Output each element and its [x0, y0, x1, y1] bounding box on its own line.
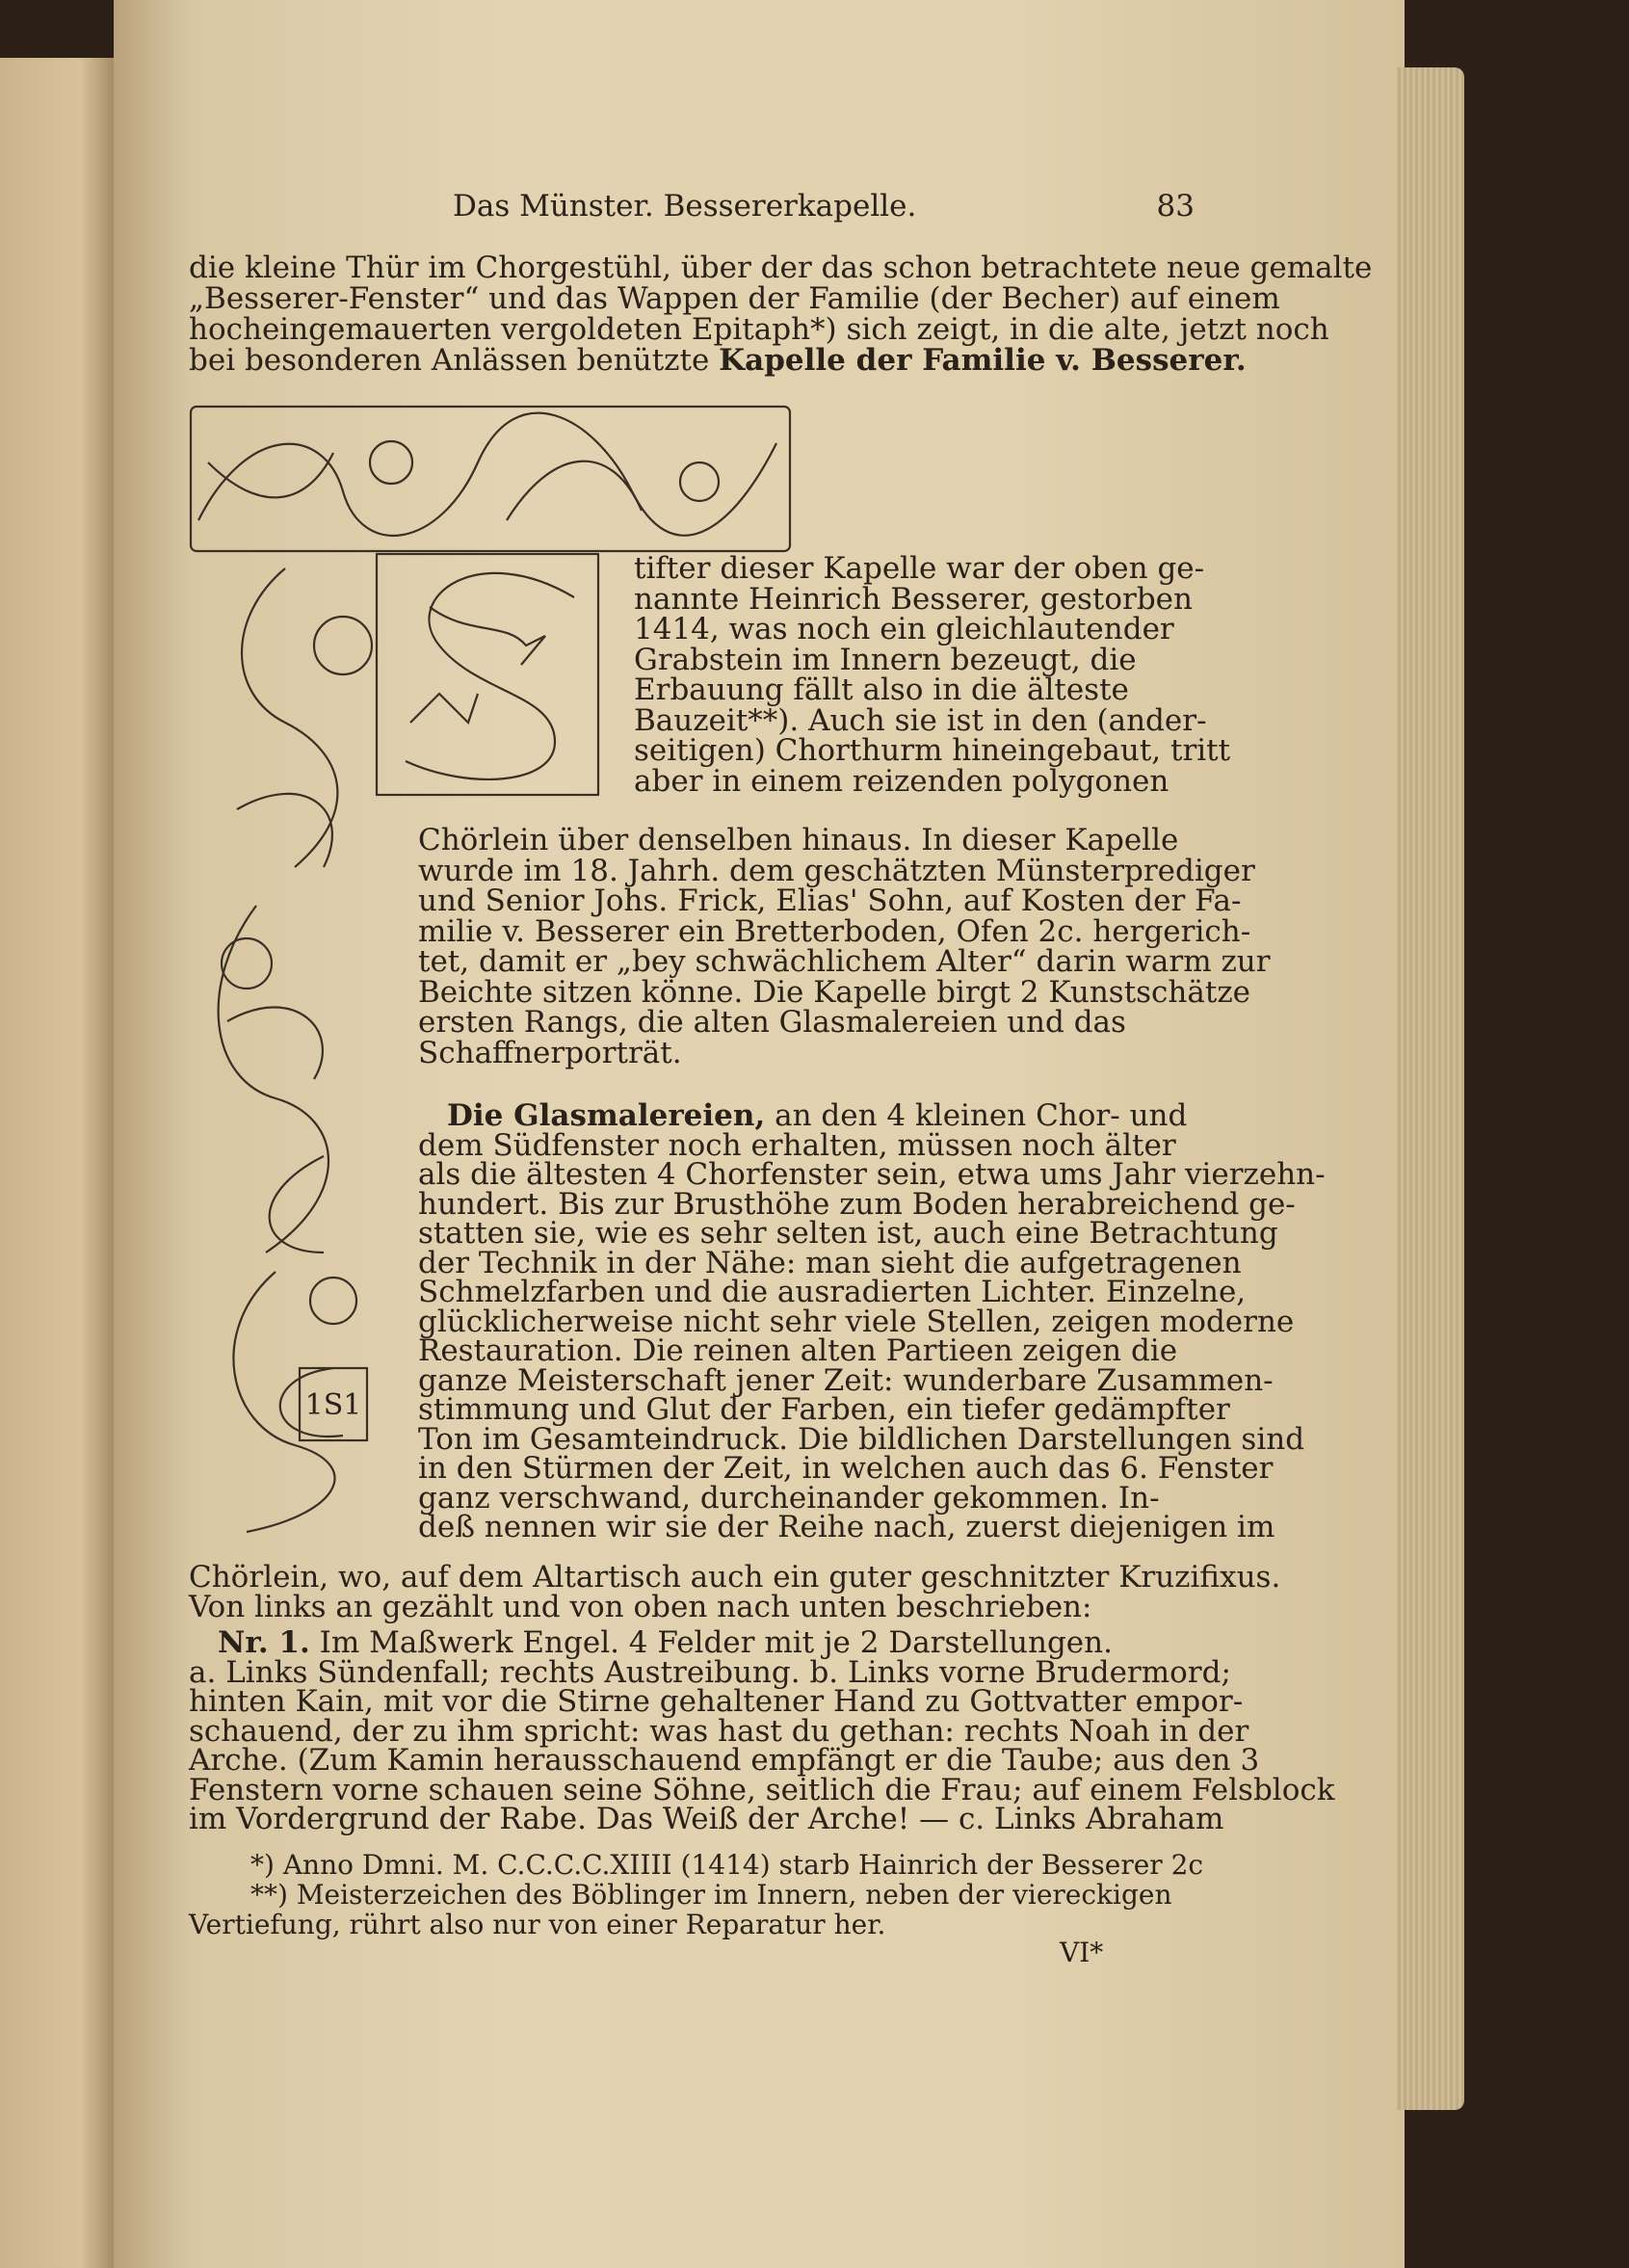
- full-width-lines: [189, 1560, 1281, 1624]
- footnotes: [189, 1850, 1203, 1939]
- glas-line: Restauration. Die reinen alten Partieen zeigen die: [418, 1333, 1178, 1368]
- glasmalereien-heading: Die Glasmalereien,: [447, 1098, 766, 1133]
- intro-last-text: bei besonderen Anlässen benützte: [189, 343, 710, 378]
- glas-line: stimmung und Glut der Farben, ein tiefer gedämpfter: [418, 1392, 1230, 1427]
- ornament-date-mark: 1S1: [304, 1388, 362, 1422]
- glas-first-text: an den 4 kleinen Chor- und: [775, 1098, 1188, 1133]
- intro-line: die kleine Thür im Chorgestühl, über der das schon betrachtete neue gemalte: [189, 251, 1373, 285]
- glasmalereien-paragraph: [418, 1098, 1326, 1544]
- glas-line: in den Stürmen der Zeit, in welchen auch das 6. Fenster: [418, 1451, 1274, 1486]
- glas-line: glücklicherweise nicht sehr viele Stellen, zeigen moderne: [418, 1304, 1295, 1339]
- medium-line: Chörlein über denselben hinaus. In dieser Kapelle: [418, 823, 1179, 857]
- glas-line: ganze Meisterschaft jener Zeit: wunderbare Zusammen-: [418, 1362, 1274, 1398]
- nr1-paragraph: [189, 1625, 1335, 1836]
- glas-line: als die ältesten 4 Chorfenster sein, etwa ums Jahr vierzehn-: [418, 1157, 1326, 1192]
- narrow-line: Erbauung fällt also in die älteste: [634, 672, 1129, 707]
- nr1-line: Arche. (Zum Kamin herausschauend empfängt er die Taube; aus den 3: [189, 1743, 1260, 1778]
- intro-paragraph: [189, 252, 1372, 376]
- intro-line: hocheingemauerten vergoldeten Epitaph*) sich zeigt, in die alte, jetzt noch: [189, 312, 1329, 347]
- glas-first-line: [418, 1098, 1326, 1133]
- nr1-first-text: Im Maßwerk Engel. 4 Felder mit je 2 Darstellungen.: [319, 1625, 1113, 1660]
- glas-line: deß nennen wir sie der Reihe nach, zuerst diejenigen im: [418, 1510, 1275, 1544]
- chapel-heading: Kapelle der Familie v. Besserer.: [719, 343, 1247, 378]
- nr1-line: schauend, der zu ihm spricht: was hast du gethan: rechts Noah in der: [189, 1713, 1249, 1749]
- narrow-column: [634, 551, 1231, 799]
- medium-line: und Senior Johs. Frick, Elias' Sohn, auf Kosten der Fa-: [418, 883, 1242, 918]
- narrow-line: seitigen) Chorthurm hineingebaut, tritt: [634, 733, 1231, 768]
- nr1-line: hinten Kain, mit vor die Stirne gehaltener Hand zu Gottvatter empor-: [189, 1684, 1244, 1719]
- nr1-first-line: [189, 1625, 1335, 1660]
- running-header: [453, 189, 1195, 224]
- footnote-2: **) Meisterzeichen des Böblinger im Innern, neben der viereckigen: [250, 1879, 1172, 1911]
- nr1-line: im Vordergrund der Rabe. Das Weiß der Arche! — c. Links Abraham: [189, 1802, 1224, 1836]
- narrow-line: Bauzeit**). Auch sie ist in den (ander-: [634, 702, 1207, 738]
- medium-line: ersten Rangs, die alten Glasmalereien und das: [418, 1005, 1126, 1040]
- medium-line: Schaffnerporträt.: [418, 1035, 682, 1070]
- nr1-line: a. Links Sündenfall; rechts Austreibung. b. Links vorne Brudermord;: [189, 1654, 1231, 1690]
- narrow-line: Grabstein im Innern bezeugt, die: [634, 642, 1137, 677]
- nr1-line: Fenstern vorne schauen seine Söhne, seitlich die Frau; auf einem Felsblock: [189, 1772, 1335, 1807]
- glas-line: dem Südfenster noch erhalten, müssen noch älter: [418, 1127, 1176, 1163]
- footnote-2-cont: Vertiefung, rührt also nur von einer Reparatur her.: [189, 1909, 886, 1940]
- medium-line: wurde im 18. Jahrh. dem geschätzten Münsterprediger: [418, 853, 1255, 888]
- full-line: Von links an gezählt und von oben nach unten beschrieben:: [189, 1590, 1092, 1624]
- intro-line: „Besserer-Fenster“ und das Wappen der Familie (der Becher) auf einem: [189, 281, 1280, 316]
- narrow-line: tifter dieser Kapelle war der oben ge-: [634, 551, 1205, 586]
- narrow-line: 1414, was noch ein gleichlautender: [634, 612, 1174, 646]
- nr1-label: Nr. 1.: [218, 1625, 310, 1660]
- facing-page-edge: [0, 58, 114, 2268]
- intro-line-last: [189, 345, 1372, 376]
- glas-line: der Technik in der Nähe: man sieht die aufgetragenen: [418, 1245, 1242, 1280]
- medium-line: milie v. Besserer ein Bretterboden, Ofen 2c. hergerich-: [418, 913, 1251, 949]
- medium-line: Beichte sitzen könne. Die Kapelle birgt 2 Kunstschätze: [418, 974, 1251, 1010]
- page-stack-edge: [1397, 67, 1464, 2110]
- narrow-line: nannte Heinrich Besserer, gestorben: [634, 581, 1193, 617]
- glas-line: Ton im Gesamteindruck. Die bildlichen Darstellungen sind: [418, 1421, 1305, 1457]
- narrow-line: aber in einem reizenden polygonen: [634, 763, 1169, 799]
- glas-line: ganz verschwand, durcheinander gekommen. In-: [418, 1480, 1160, 1516]
- full-line: Chörlein, wo, auf dem Altartisch auch ein guter geschnitzter Kruzifixus.: [189, 1560, 1281, 1595]
- medium-line: tet, damit er „bey schwächlichem Alter“ darin warm zur: [418, 944, 1271, 979]
- glas-line: statten sie, wie es sehr selten ist, auch eine Betrachtung: [418, 1216, 1278, 1251]
- page-number: 83: [1156, 189, 1195, 224]
- glas-line: hundert. Bis zur Brusthöhe zum Boden herabreichend ge-: [418, 1186, 1296, 1222]
- running-title: Das Münster. Bessererkapelle.: [453, 189, 917, 224]
- glas-line: Schmelzfarben und die ausradierten Lichter. Einzelne,: [418, 1275, 1247, 1309]
- medium-column: [418, 823, 1271, 1070]
- signature-mark: VI*: [1060, 1937, 1104, 1968]
- footnote-1: *) Anno Dmni. M. C.C.C.C.XIIII (1414) starb Hainrich der Besserer 2c: [250, 1849, 1204, 1881]
